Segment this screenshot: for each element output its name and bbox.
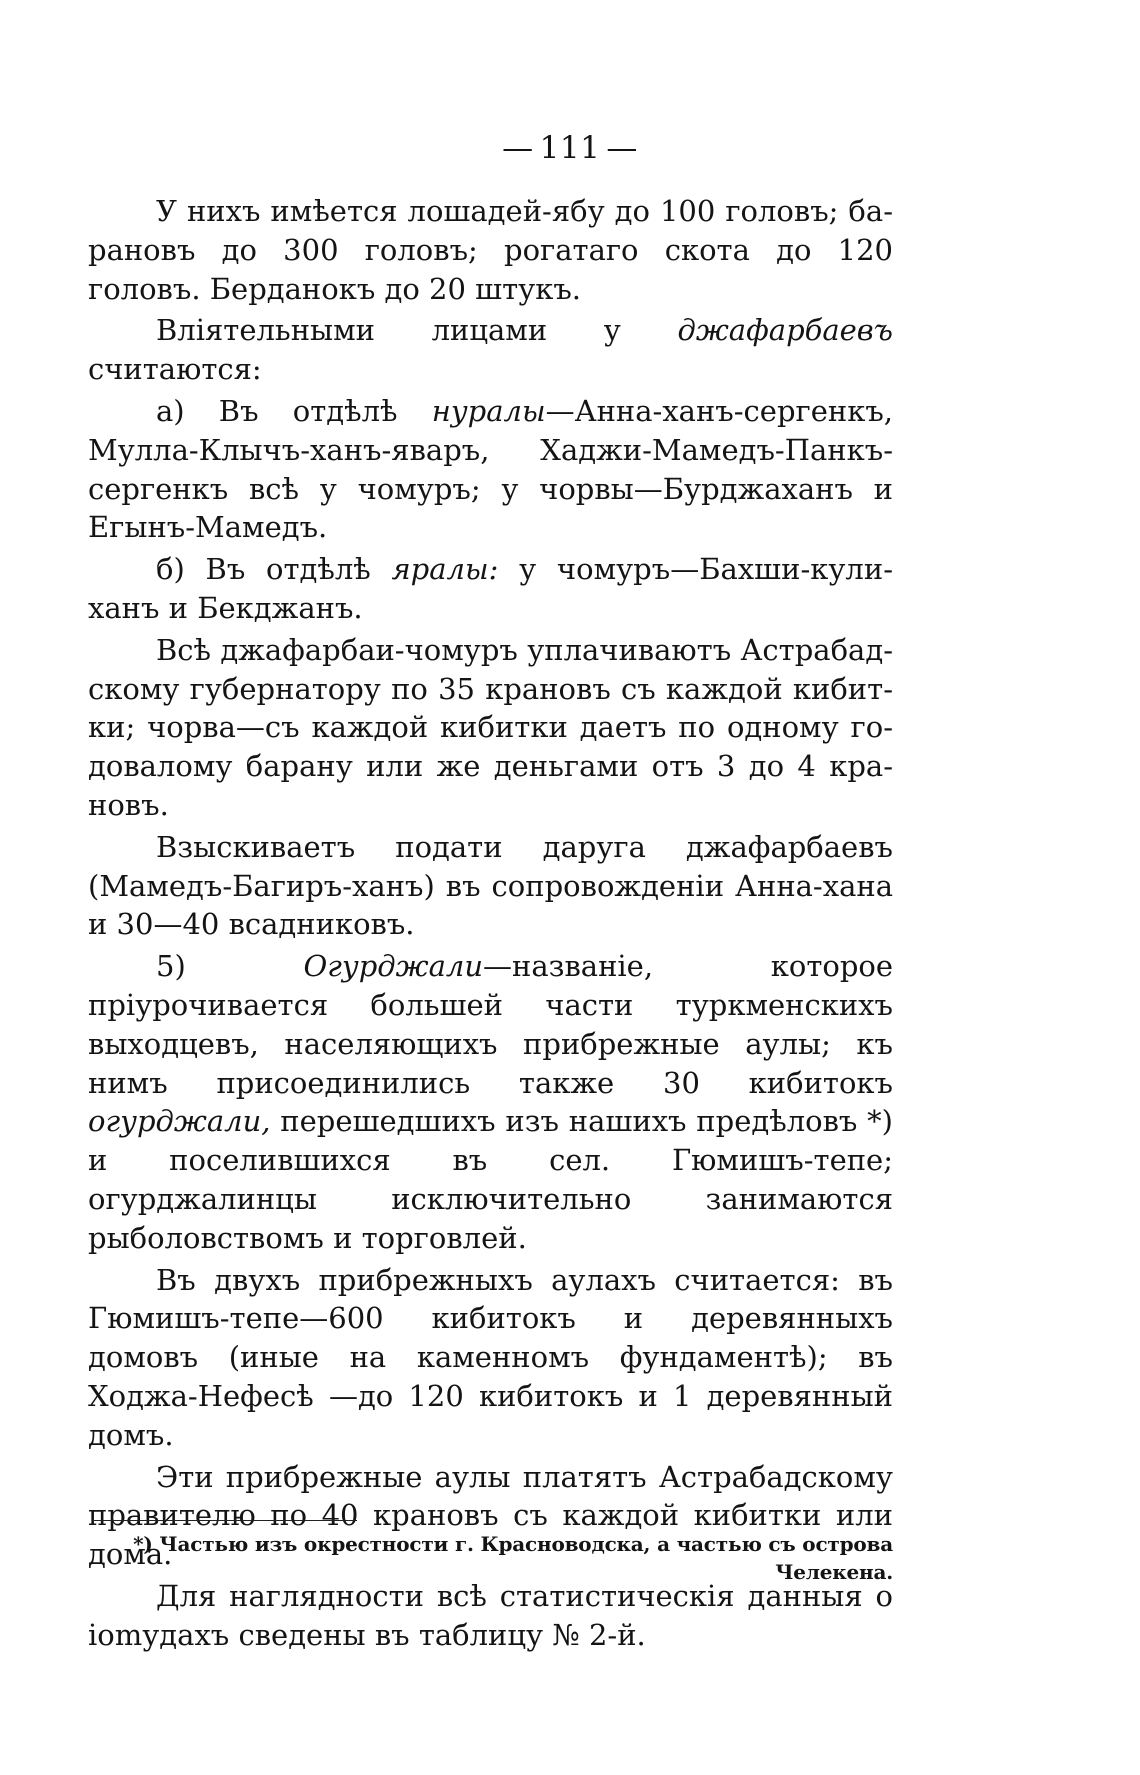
body-text bbox=[88, 192, 893, 1657]
italic-term: огурджали, bbox=[88, 1104, 271, 1139]
footnote: *) Частью изъ окрестности г. Красноводска, а частью съ острова Челекена. bbox=[133, 1532, 893, 1584]
paragraph-taxes bbox=[88, 631, 893, 825]
paragraph-text: У нихъ имѣется лошадей-ябу до 100 головъ; бaрановъ до 300 головъ; рогатаго скота до 120 головъ. Берданокъ до 20 штукъ. bbox=[88, 194, 893, 306]
paragraph-influential-persons bbox=[88, 311, 893, 389]
paragraph-text: Для наглядности всѣ статистическія данныя о іоmудахъ сведены въ таблицу № 2-й. bbox=[88, 1578, 893, 1652]
page-number-value: 111 bbox=[539, 130, 601, 166]
paragraph-text: 5) bbox=[156, 949, 304, 984]
paragraph-text: б) Въ отдѣлѣ bbox=[156, 552, 392, 587]
italic-term: яралы: bbox=[391, 552, 499, 587]
paragraph-text: —названіе, которое пріурочивается большей части туркменскихъ выходцевъ, населяющихъ прибрежные аулы; къ нимъ присоединились также 30 кибитокъ bbox=[88, 949, 894, 1100]
paragraph-livestock bbox=[88, 192, 893, 308]
footnote-divider bbox=[92, 1520, 357, 1521]
paragraph-text: у чомуръ—Бахши-кулиханъ и Бекджанъ. bbox=[88, 552, 893, 625]
italic-term: джафарбаевъ bbox=[677, 313, 893, 348]
paragraph-text: Взыскиваетъ подати даруга джафарбаевъ (Мамедъ-Багиръ-ханъ) въ сопровожденіи Анна-хана и 30—40 всадниковъ. bbox=[88, 829, 893, 942]
page-number bbox=[0, 128, 1140, 168]
italic-term: Огурджали bbox=[303, 949, 484, 984]
paragraph-text: Въ двухъ прибрежныхъ аулахъ считается: въ Гюмишъ-тепе—600 кибитокъ и деревянныхъ домовъ (иные на каменномъ фундаментѣ); въ Ходжа-Нефесѣ —до 120 кибитокъ и 1 деревянный домъ. bbox=[88, 1262, 893, 1452]
paragraph-text: а) Въ отдѣлѣ bbox=[156, 393, 432, 428]
paragraph-ogurjali bbox=[88, 947, 893, 1257]
paragraph-text: Вліятельными лицами у bbox=[156, 313, 678, 348]
paragraph-text: считаются: bbox=[88, 352, 262, 387]
paragraph-table-reference bbox=[88, 1577, 893, 1655]
paragraph-text: Всѣ джафарбаи-чомуръ уплачиваютъ Астрабадскому губернатору по 35 крановъ съ каждой кибитки; чорва—съ каждой кибитки даетъ по одному годовалому барану или же деньгами отъ 3 до 4 крановъ. bbox=[88, 632, 893, 822]
paragraph-coastal-auls bbox=[88, 1261, 893, 1455]
page-number-dash-left: — bbox=[502, 130, 534, 166]
italic-term: нуралы bbox=[431, 393, 546, 428]
paragraph-nuraly bbox=[88, 392, 893, 547]
paragraph-text: —Анна-ханъ-сергенкъ, Мулла-Клычъ-ханъ-яваръ, Хаджи-Мамедъ-Панкъ-сергенкъ всѣ у чомуръ; у чорвы—Бурджаханъ и Егынъ-Мамедъ. bbox=[88, 393, 893, 545]
paragraph-yaraly bbox=[88, 550, 893, 628]
paragraph-daruga bbox=[88, 828, 893, 944]
paragraph-text: перешедшихъ изъ нашихъ предѣловъ *) и поселившихся въ сел. Гюмишъ-тепе; огурджалинцы исключительно занимаются рыболовствомъ и торговлей. bbox=[88, 1104, 893, 1255]
paragraph-text: Эти прибрежные аулы платятъ Астрабадскому правителю по 40 крановъ съ каждой кибитки или дома. bbox=[88, 1459, 893, 1572]
page-number-dash-right: — bbox=[606, 130, 638, 166]
